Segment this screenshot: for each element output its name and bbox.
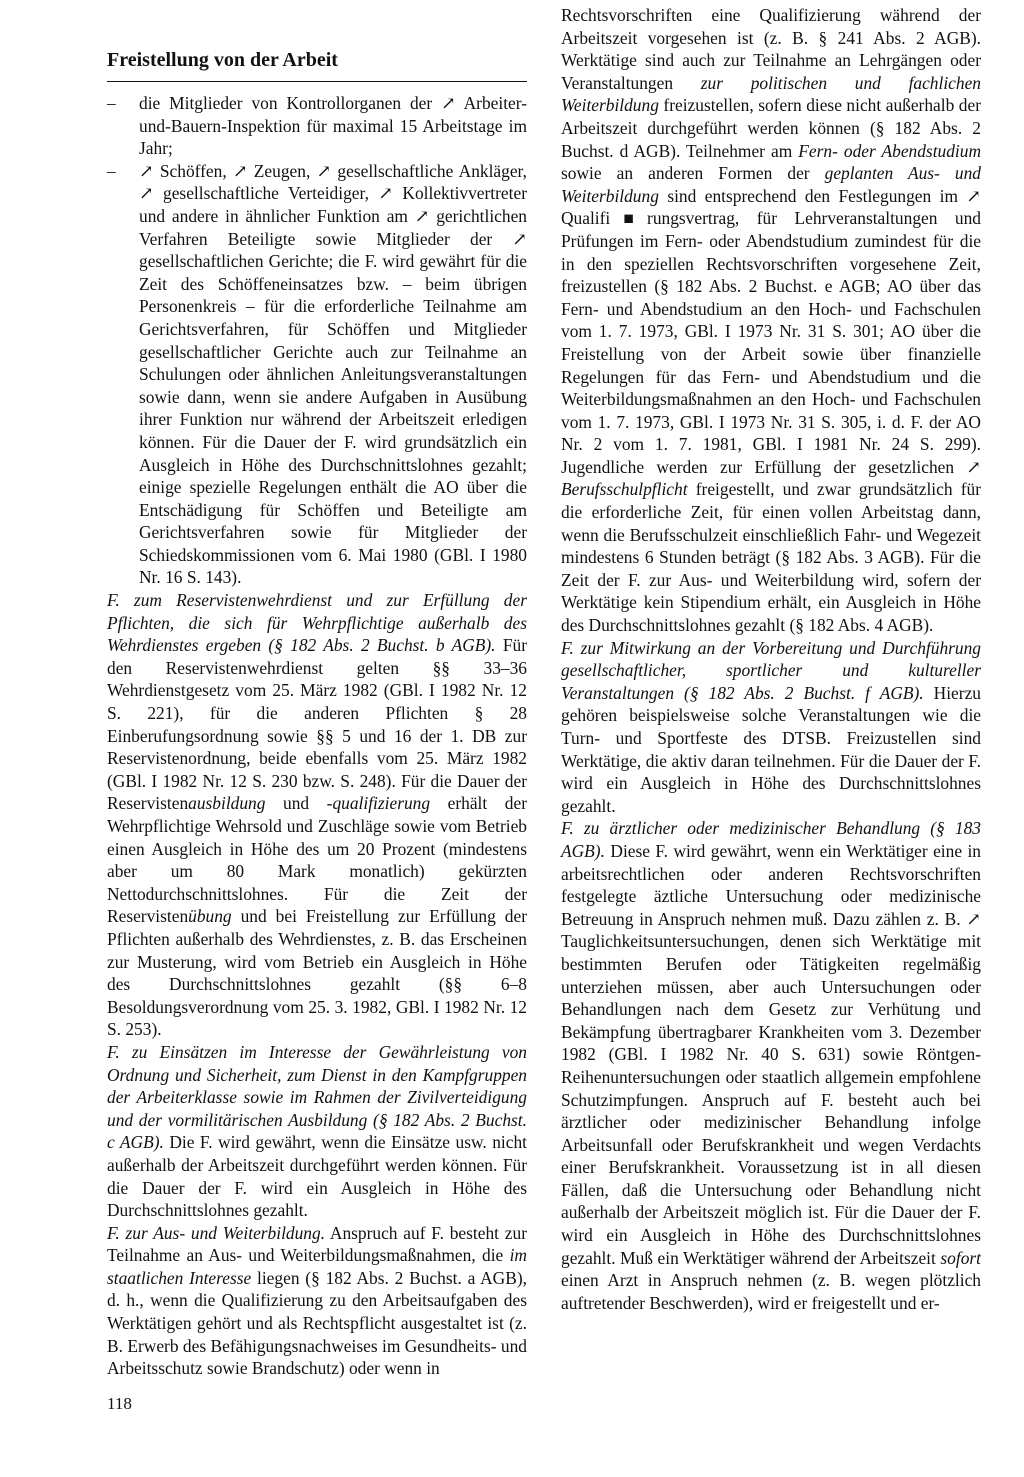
paragraph-text: freigestellt, und zwar grundsätzlich für die erforderliche Zeit, für einen vollen Arbeitstag dann, wenn die Berufsschulzeit einschließlich Fahr- und Wegezeit mindestens 6 Stunden beträgt (§ 182 Abs. 3 AGB). Für die Zeit der F. zur Aus- und Weiterbildung wird, sofern der Werktätige kein Stipendium erhält, ein Ausgleich in Höhe des Durchschnittslohnes gezahlt (§ 182 Abs. 4 AGB). — [561, 479, 981, 636]
paragraph-text: sind entsprechend den Festlegungen im ↗ Qualifi■rungsvertrag, für Lehrveranstaltungen und Prüfungen im Fern- oder Abendstudium zumindest für die in den speziellen Rechtsvorschriften vorgesehene Zeit, freizustellen (§ 182 Abs. 2 Buchst. e AGB; AO über das Fern- und Abendstudium an den Hoch- und Fachschulen vom 1. 7. 1973, GBl. I 1973 Nr. 31 S. 301; AO über die Freistellung von der Arbeit sowie über finanzielle Regelungen für das Fern- und Abendstudium und die Weiterbildungsmaßnahmen an den Hoch- und Fachschulen vom 1. 7. 1973, GBl. I 1973 Nr. 31 S. 305, i. d. F. der AO Nr. 2 vom 1. 7. 1981, GBl. I 1981 Nr. 24 S. 299). Jugendliche werden zur Erfüllung der gesetzlichen ↗ — [561, 185, 981, 477]
dash-marker: – — [107, 93, 116, 113]
paragraph-text: freizustellen, sofern diese nicht außerhalb der Arbeitszeit durchgeführt werden können (§ 182 Abs. 2 Buchst. d AGB). Teilnehmer am — [561, 95, 981, 161]
paragraph-medical — [561, 817, 981, 1314]
emphasis: sofort — [940, 1247, 981, 1268]
paragraph-text: erhält der Wehrpflichtige Wehrsold und Zuschläge sowie vom Betrieb einen Ausgleich in Höhe des um 20 Prozent (mindestens aber um 80 Mark monatlich) gekürzten Nettodurchschnittslohnes. Für die Zeit der Reservisten — [107, 793, 527, 927]
paragraph-text: Für den Reservistenwehrdienst gelten §§ 33–36 Wehrdienstgesetz vom 25. März 1982 (GBl. I 1982 Nr. 12 S. 221), für die anderen Pflichten § 28 Einberufungsordnung sowie §§ 5 und 16 der 1. DB zur Reservistenordnung, beide ebenfalls vom 25. März 1982 (GBl. I 1982 Nr. 12 S. 230 bzw. S. 248). Für die Dauer der Reservisten — [107, 635, 527, 814]
emphasis: im staatlichen Interesse — [107, 1245, 527, 1288]
left-column — [107, 47, 527, 1380]
paragraph-text: liegen (§ 182 Abs. 2 Buchst. a AGB), d. h., wenn die Qualifizierung zu den Arbeitsaufgaben des Werktätigen gehört und als Rechtspflicht ausgestaltet ist (z. B. Erwerb des Befähigungsnachweises im Gesundheits- und Arbeitsschutz sowie Brandschutz) oder wenn in — [107, 1267, 527, 1379]
paragraph-text: Rechtsvorschriften eine Qualifizierung während der Arbeitszeit vorgesehen ist (z. B. § 241 Abs. 2 AGB). Werktätige sind auch zur Teilnahme an Lehrgängen oder Veranstaltungen — [561, 5, 981, 93]
paragraph-text: Anspruch auf F. besteht zur Teilnahme an Aus- und Weiterbildungsmaßnahmen, die — [107, 1222, 527, 1266]
emphasis: zur politischen und fachlichen Weiterbildung — [561, 72, 981, 116]
paragraph-training — [107, 1222, 527, 1380]
paragraph-heading: F. zum Reservistenwehrdienst und zur Erfüllung der Pflichten, die sich für Wehrpflichtige außerhalb des Wehrdienstes ergeben (§ 182 Abs. 2 Buchst. b AGB). — [107, 590, 527, 656]
paragraph-text: Die F. wird gewährt, wenn die Einsätze usw. nicht außerhalb der Arbeitszeit durchgeführt werden können. Für die Dauer der F. wird ein Ausgleich in Höhe des Durchschnittslohnes gezahlt. — [107, 1132, 527, 1221]
paragraph-training-continued — [561, 4, 981, 637]
dash-item-control-organs — [107, 92, 527, 160]
dash-item-text: ↗ Schöffen, ↗ Zeugen, ↗ gesellschaftliche Ankläger, ↗ gesellschaftliche Verteidiger, ↗ Kollektivvertreter und andere in ähnlicher Funktion am ↗ gerichtlichen Verfahren Beteiligte sowie Mitglieder der ↗ gesellschaftlichen Gerichte; die F. wird gewährt für die Zeit des Schöffeneinsatzes bzw. – beim übrigen Personenkreis – für die erforderliche Teilnahme am Gerichtsverfahren, für Schöffen und Mitglieder gesellschaftlicher Gerichte auch zur Teilnahme an Schulungen oder ähnlichen Anleitungsveranstaltungen sowie dann, wenn sie andere Aufgaben in Ausübung ihrer Funktion nur während der Arbeitszeit erledigen können. Für die Dauer der F. wird grundsätzlich ein Ausgleich in Höhe des Durchschnittslohnes gezahlt; einige spezielle Regelungen enthält die AO über die Entschädigung für Schöffen und Beteiligte am Gerichtsverfahren sowie für Mitglieder der Schiedskommissionen vom 6. Mai 1980 (GBl. I 1980 Nr. 16 S. 143). — [139, 160, 527, 588]
emphasis: ausbildung — [188, 793, 266, 814]
emphasis: geplanten Aus- und Weiterbildung — [561, 163, 981, 206]
paragraph-heading: F. zu Einsätzen im Interesse der Gewährleistung von Ordnung und Sicherheit, zum Dienst in den Kampfgruppen der Arbeiterklasse sowie im Rahmen der Zivilverteidigung und der vormilitärischen Ausbildung (§ 182 Abs. 2 Buchst. c AGB). — [107, 1041, 527, 1153]
page-header-title: Freistellung von der Arbeit — [107, 49, 338, 71]
paragraph-text: einen Arzt in Anspruch nehmen (z. B. wegen plötzlich auftretender Beschwerden), wird er freigestellt und er- — [561, 1270, 981, 1313]
paragraph-text: und bei Freistellung zur Erfüllung der Pflichten außerhalb des Wehrdienstes, z. B. das Erscheinen zur Musterung, wird vom Betrieb ein Ausgleich in Höhe des Durchschnittslohnes gezahlt (§§ 6–8 Besoldungsverordnung vom 25. 3. 1982, GBl. I 1982 Nr. 12 S. 253). — [107, 906, 527, 1040]
dash-marker: – — [107, 160, 116, 181]
dash-item-court-participants — [107, 160, 527, 589]
paragraph-heading: F. zu ärztlicher oder medizinischer Behandlung (§ 183 AGB). — [561, 818, 981, 861]
dash-item-text: die Mitglieder von Kontrollorganen der ↗ Arbeiter-und-Bauern-Inspektion für maximal 15 Arbeitstage im Jahr; — [139, 93, 527, 159]
paragraph-events — [561, 637, 981, 818]
paragraph-reservist — [107, 589, 527, 1041]
emphasis: -qualifizierung — [326, 793, 431, 814]
emphasis: Fern- oder Abendstudium — [798, 140, 982, 161]
paragraph-heading: F. zur Aus- und Weiterbildung. — [107, 1222, 326, 1243]
paragraph-heading: F. zur Mitwirkung an der Vorbereitung und Durchführung gesellschaftlicher, sportlicher und kultureller Veranstaltungen (§ 182 Abs. 2 Buchst. f AGB). — [561, 637, 981, 703]
header-rule — [107, 81, 527, 82]
paragraph-text: Diese F. wird gewährt, wenn ein Werktätiger eine in arbeitsrechtlichen oder anderen Rechtsvorschriften festgelegte äztliche Untersuchung oder medizinische Betreuung in Anspruch nehmen muß. Dazu zählen z. B. ↗ Tauglichkeitsuntersuchungen, denen sich Werktätige mit bestimmten Berufen oder Tätigkeiten regelmäßig unterziehen müssen, aber auch Untersuchungen oder Behandlungen nach dem Gesetz zur Verhütung und Bekämpfung übertragbarer Krankheiten vom 3. Dezember 1982 (GBl. I 1982 Nr. 40 S. 631) sowie Röntgen-Reihenuntersuchungen oder staatlich allgemein empfohlene Schutzimpfungen. Anspruch auf F. besteht auch bei ärztlicher oder medizinischer Behandlung infolge Arbeitsunfall oder Berufskrankheit und wegen Verdachts einer Berufskrankheit. Voraussetzung ist in all diesen Fällen, daß die Untersuchung oder Behandlung nicht außerhalb der Arbeitszeit möglich ist. Für die Dauer der F. wird ein Ausgleich in Höhe des Durchschnittslohnes gezahlt. Muß ein Werktätiger während der Arbeitszeit — [561, 840, 981, 1268]
paragraph-text: sowie an anderen Formen der — [561, 163, 825, 184]
page-number: 118 — [107, 1394, 132, 1413]
paragraph-text: und — [265, 793, 327, 814]
right-column — [561, 4, 981, 1314]
paragraph-text: Hierzu gehören beispielsweise solche Veranstaltungen wie die Turn- und Sportfeste des DTSB. Freizustellen sind Werktätige, die aktiv daran teilnehmen. Für die Dauer der F. wird ein Ausgleich in Höhe des Durchschnittslohnes gezahlt. — [561, 682, 981, 816]
paragraph-order-security — [107, 1041, 527, 1222]
emphasis: Berufsschulpflicht — [561, 479, 688, 500]
emphasis: übung — [188, 906, 232, 927]
